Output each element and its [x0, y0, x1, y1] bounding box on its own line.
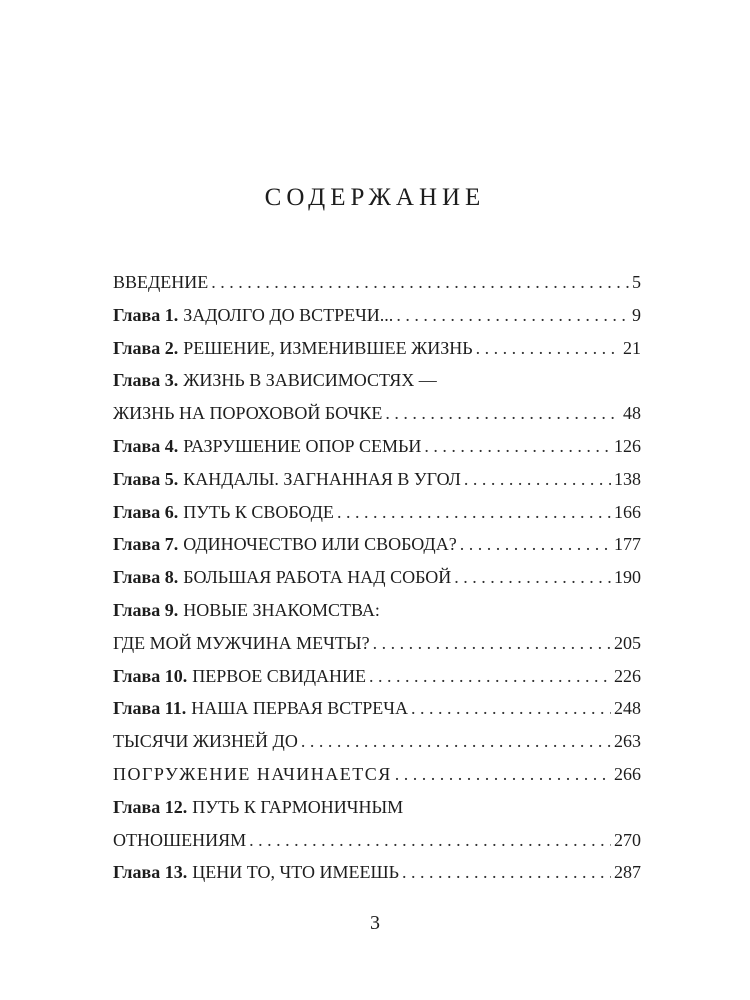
chapter-title: ГДЕ МОЙ МУЖЧИНА МЕЧТЫ? [113, 632, 370, 653]
chapter-page-number: 287 [614, 862, 641, 883]
chapter-title: ТЫСЯЧИ ЖИЗНЕЙ ДО [113, 731, 298, 752]
chapter-number: Глава 13. [113, 862, 188, 883]
toc-entry [113, 862, 641, 895]
toc-entry [113, 633, 641, 666]
chapter-number: Глава 7. [113, 534, 179, 555]
dot-leader [395, 764, 611, 785]
dot-leader [454, 567, 611, 588]
chapter-page-number: 263 [614, 731, 641, 752]
table-of-contents [113, 272, 641, 895]
chapter-title: ПУТЬ К СВОБОДЕ [183, 501, 334, 522]
chapter-title: КАНДАЛЫ. ЗАГНАННАЯ В УГОЛ [183, 468, 461, 489]
chapter-page-number: 205 [614, 632, 641, 653]
chapter-page-number: 270 [614, 829, 641, 850]
chapter-page-number: 5 [632, 272, 641, 292]
dot-leader [301, 731, 611, 752]
toc-entry [113, 469, 641, 502]
dot-leader [460, 534, 611, 555]
toc-entry [113, 830, 641, 863]
chapter-number: Глава 2. [113, 337, 179, 358]
chapter-title: ОДИНОЧЕСТВО ИЛИ СВОБОДА? [183, 534, 457, 555]
dot-leader [369, 666, 611, 687]
chapter-title: ЦЕНИ ТО, ЧТО ИМЕЕШЬ [192, 862, 399, 883]
dot-leader [396, 305, 629, 326]
chapter-page-number: 190 [614, 567, 641, 588]
chapter-page-number: 266 [614, 763, 641, 784]
chapter-number: Глава 4. [113, 435, 179, 456]
chapter-number: Глава 11. [113, 698, 187, 719]
toc-entry [113, 534, 641, 567]
toc-entry [113, 666, 641, 699]
chapter-page-number: 21 [623, 337, 641, 358]
toc-entry [113, 764, 641, 797]
chapter-title: РЕШЕНИЕ, ИЗМЕНИВШЕЕ ЖИЗНЬ [183, 337, 473, 358]
chapter-title: НОВЫЕ ЗНАКОМСТВА: [183, 599, 380, 620]
chapter-title: ЗАДОЛГО ДО ВСТРЕЧИ... [183, 304, 394, 325]
chapter-page-number: 138 [614, 468, 641, 489]
toc-entry [113, 731, 641, 764]
dot-leader [385, 403, 620, 424]
dot-leader [211, 272, 629, 293]
chapter-page-number: 248 [614, 698, 641, 719]
chapter-title: ВВЕДЕНИЕ [113, 272, 209, 292]
chapter-page-number: 126 [614, 435, 641, 456]
dot-leader [476, 338, 620, 359]
chapter-title: ПУТЬ К ГАРМОНИЧНЫМ [192, 796, 404, 817]
dot-leader [373, 633, 611, 654]
chapter-title: ЖИЗНЬ В ЗАВИСИМОСТЯХ — [183, 370, 437, 391]
chapter-title: БОЛЬШАЯ РАБОТА НАД СОБОЙ [183, 567, 452, 588]
dot-leader [402, 862, 611, 883]
toc-entry [113, 272, 641, 305]
chapter-number: Глава 3. [113, 370, 179, 391]
chapter-page-number: 177 [614, 534, 641, 555]
chapter-page-number: 226 [614, 665, 641, 686]
chapter-number: Глава 9. [113, 599, 179, 620]
chapter-number: Глава 5. [113, 468, 179, 489]
dot-leader [464, 469, 611, 490]
chapter-number: Глава 6. [113, 501, 179, 522]
chapter-number: Глава 8. [113, 567, 179, 588]
dot-leader [337, 502, 611, 523]
toc-entry [113, 797, 641, 830]
toc-entry [113, 370, 641, 403]
dot-leader [424, 436, 611, 457]
chapter-page-number: 48 [623, 403, 641, 424]
chapter-page-number: 9 [632, 304, 641, 325]
toc-entry [113, 698, 641, 731]
toc-entry [113, 338, 641, 371]
toc-entry [113, 567, 641, 600]
toc-entry [113, 600, 641, 633]
chapter-title: ЖИЗНЬ НА ПОРОХОВОЙ БОЧКЕ [113, 403, 383, 424]
dot-leader [249, 830, 611, 851]
chapter-number: Глава 10. [113, 665, 188, 686]
chapter-number: Глава 12. [113, 796, 188, 817]
chapter-title: НАША ПЕРВАЯ ВСТРЕЧА [191, 698, 408, 719]
chapter-title: ПОГРУЖЕНИЕ НАЧИНАЕТСЯ [113, 763, 392, 784]
toc-entry [113, 436, 641, 469]
page-title: СОДЕРЖАНИЕ [264, 184, 486, 211]
toc-entry [113, 403, 641, 436]
dot-leader [411, 698, 611, 719]
toc-entry [113, 502, 641, 535]
chapter-title: РАЗРУШЕНИЕ ОПОР СЕМЬИ [183, 435, 422, 456]
chapter-title: ОТНОШЕНИЯМ [113, 829, 247, 850]
page-number: 3 [370, 912, 380, 934]
chapter-number: Глава 1. [113, 304, 179, 325]
toc-entry [113, 305, 641, 338]
chapter-page-number: 166 [614, 501, 641, 522]
chapter-title: ПЕРВОЕ СВИДАНИЕ [192, 665, 367, 686]
